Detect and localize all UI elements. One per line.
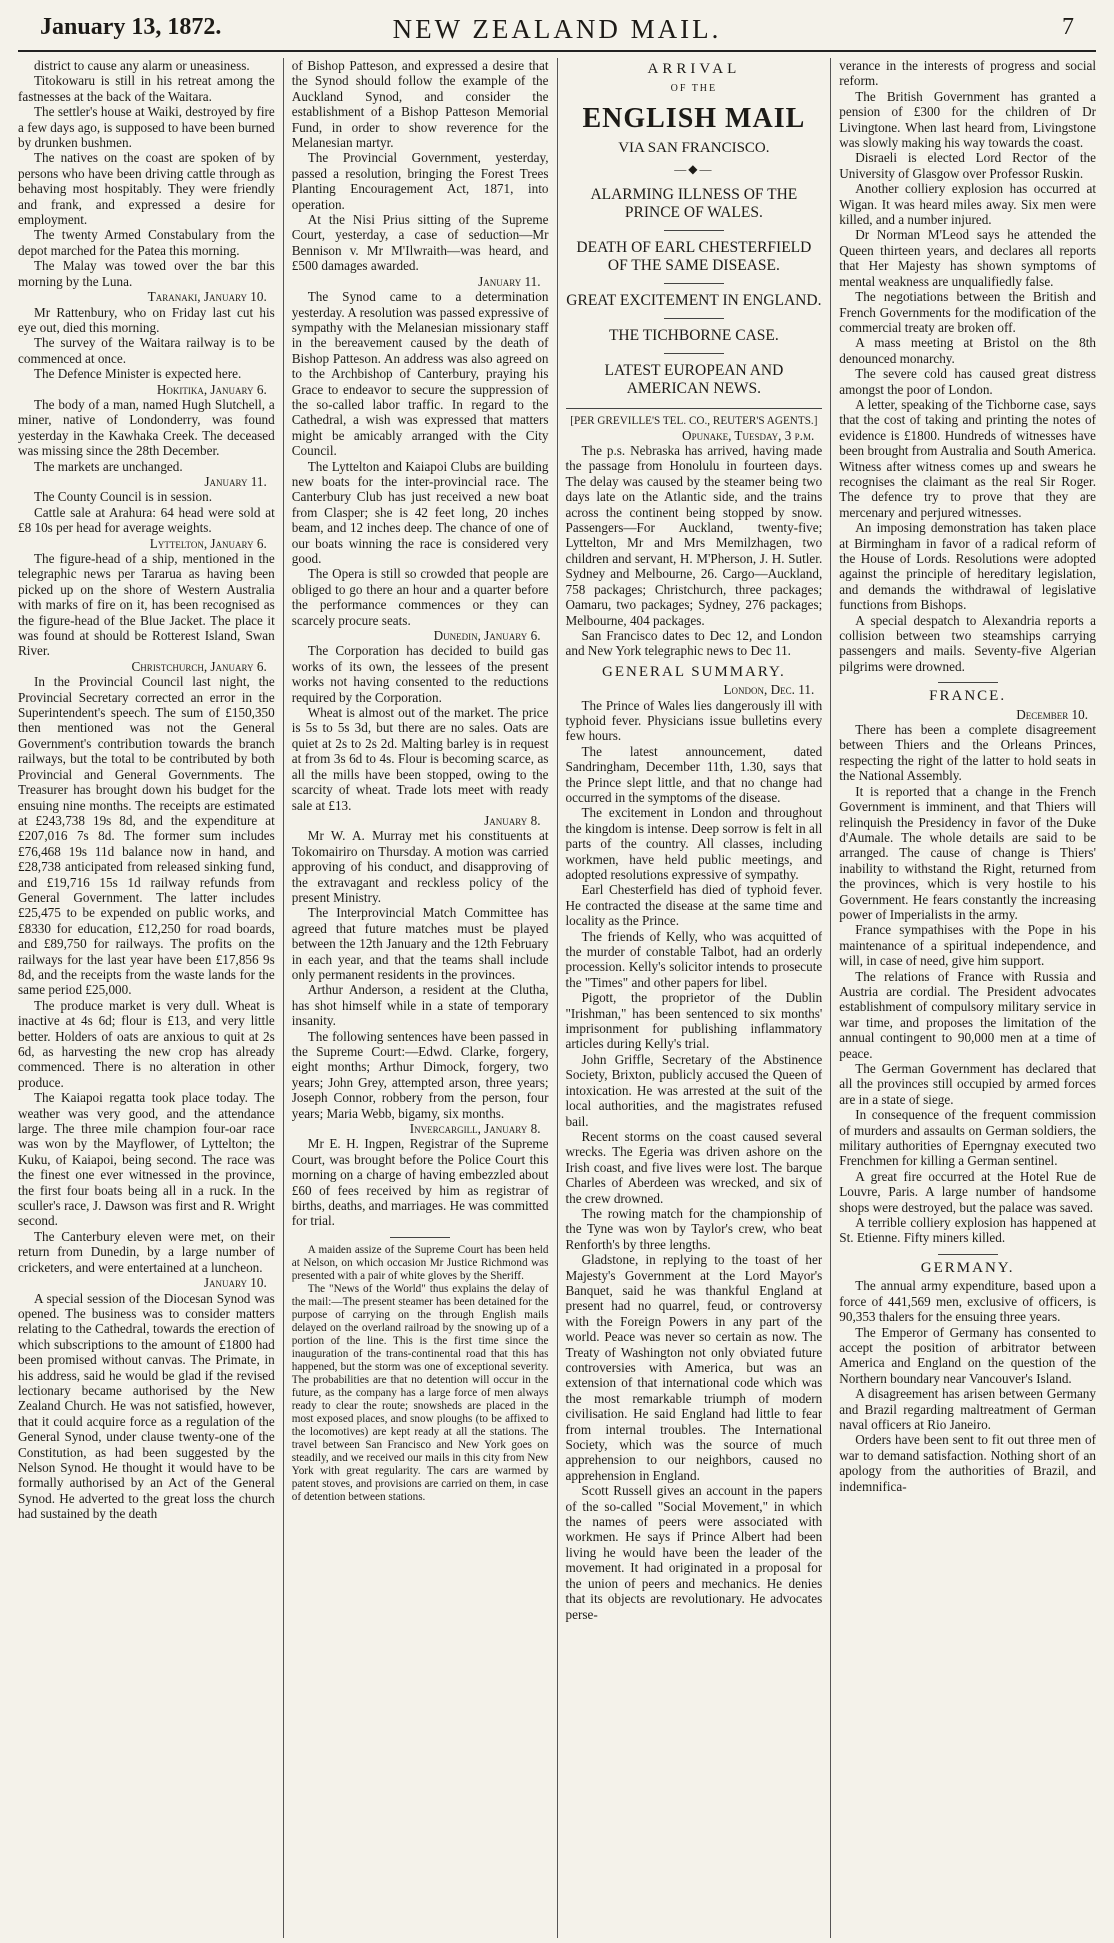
dateline: December 10.	[1016, 706, 1088, 722]
article-paragraph: Earl Chesterfield has died of typhoid fever. He contracted the disease at the same time and locality as the Prince.	[565, 882, 823, 929]
headline-divider	[664, 230, 724, 231]
article-paragraph: France sympathises with the Pope in his maintenance of a spiritual independence, and will, in case of need, give him support.	[839, 922, 1096, 969]
section-heading: FRANCE.	[929, 688, 1007, 705]
agency-credit: [PER GREVILLE'S TEL. CO., REUTER'S AGENTS.]	[570, 414, 818, 427]
dateline: Taranaki, January 10.	[147, 289, 267, 305]
divider	[566, 408, 823, 409]
article-paragraph: A letter, speaking of the Tichborne case, says that the cost of taking and printing the notes of evidence is £1800. Hundreds of witnesses have been brought from Australia and South America. Witness after witness comes up and swears he recognises the claimant as the real Sir Roger. The defence try to prove that they are mercenary and perjured witnesses.	[839, 396, 1096, 520]
article-paragraph: The Defence Minister is expected here.	[34, 366, 242, 382]
article-paragraph: The twenty Armed Constabulary from the depot marched for the Patea this morning.	[18, 227, 275, 258]
heading-via: VIA SAN FRANCISCO.	[618, 139, 770, 156]
heading-arrival: ARRIVAL	[647, 61, 741, 77]
article-paragraph: The Lyttelton and Kaiapoi Clubs are building new boats for the inter-provincial race. The Canterbury Club has just received a new boat from Clasper; she is 42 feet long, 20 inches beam, and 12 inches deep. The chance of one of our boats winning the race is considered very good.	[291, 458, 549, 566]
article-paragraph: The Corporation has decided to build gas works of its own, the lessees of the present works not having consented to the reductions required by the Corporation.	[291, 643, 549, 705]
section-heading: GERMANY.	[920, 1259, 1015, 1276]
article-paragraph: The Interprovincial Match Committee has agreed that future matches must be played between the 12th January and the 12th February in each year, and that the teams shall include only permanent residents in the provinces.	[291, 905, 549, 982]
section-heading: GENERAL SUMMARY.	[602, 663, 786, 680]
article-paragraph: Orders have been sent to fit out three men of war to demand satisfaction. Nothing short of an apology from the authorities of Brazil, and indemnifica-	[839, 1432, 1096, 1494]
article-paragraph: Scott Russell gives an account in the papers of the so-called "Social Movement," in which the names of peers were associated with workmen. He says if Prince Albert had been living he would have been the leader of the movement. It had originated in a proposal for the union of peers and mechanics. He denies that its objects are revolutionary. He advocates perse-	[565, 1483, 823, 1622]
article-paragraph: The County Council is in session.	[34, 489, 213, 505]
dateline: January 11.	[478, 273, 541, 289]
article-paragraph: Gladstone, in replying to the toast of her Majesty's Government at the Lord Mayor's Banquet, said he was thankful England at present had no quarrel, feud, or controversy with the Foreign Powers in any part of the world. Peace was never so certain as now. The Treaty of Washington not only obviated future controversies with America, but was an extension of that international code which was the most remarkable triumph of modern civilisation. He said England had little to fear from internal troubles. The International Society, which was the source of much apprehension to our neighbors, caused no apprehension in England.	[565, 1252, 823, 1483]
dateline: Christchurch, January 6.	[131, 658, 267, 674]
article-paragraph: The excitement in London and throughout the kingdom is intense. Deep sorrow is felt in all parts of the country. All classes, including workmen, have held public meetings, and adopted resolutions expressive of sympathy.	[565, 805, 823, 882]
article-paragraph: The p.s. Nebraska has arrived, having made the passage from Honolulu in fourteen days. The delay was caused by the steamer being two days late on the Atlantic side, and the trains across the continent being stopped by snow. Passengers—For Auckland, twenty-five; Lyttelton, Mr and Mrs Memilzhagen, two children and servant, H. M'Pherson, J. H. Sutler. Sydney and Melbourne, 26. Cargo—Auckland, 758 packages; Christchurch, three packages; Oamaru, two packages; Sydney, 276 packages; Melbourne, 404 packages.	[565, 443, 823, 628]
headline: LATEST EUROPEAN AND AMERICAN NEWS.	[604, 361, 784, 397]
headline-divider	[664, 353, 724, 354]
article-paragraph: verance in the interests of progress and social reform.	[839, 58, 1096, 89]
issue-date: January 13, 1872.	[40, 14, 222, 40]
column-2	[283, 58, 549, 1938]
article-paragraph: district to cause any alarm or uneasiness.	[34, 58, 250, 73]
dateline: January 8.	[484, 812, 541, 828]
article-paragraph: Disraeli is elected Lord Rector of the University of Glasgow over Professor Ruskin.	[839, 150, 1096, 181]
headline-stack	[566, 186, 823, 398]
article-paragraph: A mass meeting at Bristol on the 8th denounced monarchy.	[839, 335, 1096, 366]
article-paragraph: The Opera is still so crowded that people are obliged to go there an hour and a quarter before the performance commences or they can scarcely procure seats.	[291, 566, 549, 628]
article-paragraph: Pigott, the proprietor of the Dublin "Irishman," has been sentenced to six months' imprisonment for publishing inflammatory articles during Kelly's trial.	[565, 990, 823, 1052]
heading-of-the: OF THE	[670, 83, 718, 95]
dateline: London, Dec. 11.	[723, 682, 815, 698]
headline: DEATH OF EARL CHESTERFIELD OF THE SAME DISEASE.	[576, 238, 812, 274]
section-divider	[390, 1237, 450, 1238]
article-paragraph: In the Provincial Council last night, the Provincial Secretary corrected an error in the Superintendent's speech. The sum of £150,350 then mentioned was not the General Government's contribution towards the branch railways, but the total to be contributed by both Provincial and General Governments. The Treasurer has brought down his budget for the ensuing nine months. The receipts are estimated at £243,738 19s 8d, and the expenditure at £207,016 7s 8d. The former sum includes £76,468 19s 11d balance now in hand, and £28,738 anticipated from released sinking fund, and £19,716 15s 1d railway refunds from General Government. The latter includes £25,475 to be expended on public works, and £8330 for education, £12,250 for road boards, and £89,750 for railways. The profits on the railways for the last year have been £17,856 9s 8d, and the receipts from the waste lands for the same period £25,000.	[18, 674, 275, 998]
column-3	[557, 58, 823, 1938]
article-paragraph: It is reported that a change in the French Government is imminent, and that Thiers will relinquish the Presidency in favor of the Duke d'Aumale. The whole details are said to be arranged. The cause of change is Thiers' inability to withstand the Right, returned from the provinces, which is very hostile to his Government. He fears constantly the increasing power of Imperialists in the army.	[839, 783, 1096, 922]
page-number: 7	[1062, 14, 1074, 40]
article-paragraph: John Griffle, Secretary of the Abstinence Society, Brixton, publicly accused the Queen of intoxication. He was arrested at the suit of the local authorities, and the magistrates refused bail.	[565, 1051, 823, 1129]
article-paragraph: San Francisco dates to Dec 12, and London and New York telegraphic news to Dec 11.	[565, 627, 823, 659]
article-paragraph: Titokowaru is still in his retreat among the fastnesses at the back of the Waitara.	[18, 73, 275, 104]
article-paragraph: The rowing match for the championship of the Tyne was won by Taylor's crew, who beat Renforth's by three lengths.	[565, 1205, 823, 1252]
article-paragraph: A great fire occurred at the Hotel Rue de Louvre, Paris. A large number of handsome shops were destroyed, but the palace was saved.	[839, 1168, 1096, 1215]
article-paragraph: The Provincial Government, yesterday, passed a resolution, bringing the Forest Trees Planting Encouragement Act, 1871, into operation.	[291, 150, 549, 212]
article-paragraph: The Malay was towed over the bar this morning by the Luna.	[18, 258, 275, 289]
article-paragraph: In consequence of the frequent commission of murders and assaults on German soldiers, the military authorities of Eperngnay executed two Frenchmen for killing a German sentinel.	[839, 1107, 1096, 1169]
article-paragraph: A special session of the Diocesan Synod was opened. The business was to consider matters relating to the Cathedral, towards the erection of which subscriptions to the amount of £1800 had been promised without canvas. The Primate, in his address, said he would be glad if the revised lectionary became authorised by the New Zealand Church. He was not satisfied, however, that it could acquire force as a regulation of the General Synod, under clause twenty-one of the Constitution, as had been suggested by the Nelson Synod. He thought it would have to be formally authorised by an Act of the General Synod. He adverted to the great loss the church had sustained by the death	[18, 1290, 275, 1522]
article-paragraph: The British Government has granted a pension of £300 for the children of Dr Livingtone. When last heard from, Livingstone was slowly making his way towards the coast.	[839, 88, 1096, 151]
columns	[18, 58, 1096, 1938]
article-paragraph: The relations of France with Russia and Austria are cordial. The President advocates establishment of compulsory military service in war time, and proposes the limitation of the annual contingent to 90,000 men at a time of peace.	[839, 968, 1096, 1061]
dateline: Invercargill, January 8.	[409, 1121, 541, 1137]
dateline: Opunake, Tuesday, 3 p.m.	[682, 427, 815, 443]
article-paragraph: An imposing demonstration has taken place at Birmingham in favor of a radical reform of the House of Lords. Resolutions were adopted against the principle of hereditary legislation, and demands the withdrawal of legislative functions from Bishops.	[839, 520, 1096, 613]
headline: THE TICHBORNE CASE.	[608, 326, 779, 344]
article-paragraph: The latest announcement, dated Sandringham, December 11th, 1.30, says that the Prince slept little, and that no change had occurred in the symptoms of the disease.	[565, 743, 823, 805]
article-paragraph: The severe cold has caused great distress amongst the poor of London.	[839, 366, 1096, 397]
ornament-divider: —◆—	[674, 162, 714, 177]
article-paragraph: The negotiations between the British and French Governments for the modification of the commercial treaty are broken off.	[839, 289, 1096, 335]
article-paragraph: Wheat is almost out of the market. The price is 5s to 5s 3d, but there are no sales. Oats are quiet at 2s to 2s 2d. Malting barley is in request at from 3s 6d to 4s. Flour is becoming scarce, as all the mills have been stopped, owing to the scarcity of wheat. Trade lots meet with ready sale at £13.	[291, 705, 549, 813]
column-1	[18, 58, 275, 1938]
article-paragraph: At the Nisi Prius sitting of the Supreme Court, yesterday, a case of seduction—Mr Bennison v. Mr M'Ilwraith—was heard, and £500 damages awarded.	[291, 212, 549, 274]
article-paragraph: The body of a man, named Hugh Slutchell, a miner, native of Londonderry, was found yesterday in the Kawhaka Creek. The deceased was missing since the 28th December.	[18, 396, 275, 459]
article-paragraph: The Emperor of Germany has consented to accept the position of arbitrator between America and England on the question of the Northern boundary near Vancouver's Island.	[839, 1324, 1096, 1386]
article-paragraph: The produce market is very dull. Wheat is inactive at 4s 6d; flour is £13, and very little better. Holders of oats are anxious to quit at 2s 6d, as harvesting the new crop has already commenced. There is no alteration in other produce.	[18, 997, 275, 1090]
article-paragraph: The Prince of Wales lies dangerously ill with typhoid fever. Physicians issue bulletins every few hours.	[565, 697, 823, 744]
article-paragraph: The annual army expenditure, based upon a force of 441,569 men, exclusive of officers, is 90,353 thalers for the ensuing three years.	[839, 1278, 1096, 1325]
section-divider	[938, 1254, 998, 1255]
article-paragraph: Another colliery explosion has occurred at Wigan. It was heard miles away. Six men were killed, and a number injured.	[839, 181, 1096, 228]
heading-english-mail: ENGLISH MAIL	[582, 102, 806, 134]
article-paragraph: Mr W. A. Murray met his constituents at Tokomairiro on Thursday. A motion was carried approving of his conduct, and disapproving of the extravagant and reckless policy of the present Ministry.	[291, 828, 549, 905]
dateline: Dunedin, January 6.	[433, 628, 541, 644]
article-paragraph: Dr Norman M'Leod says he attended the Queen thirteen years, and declares all reports that Her Majesty has shown symptoms of mental weakness are unqualifiedly false.	[839, 227, 1096, 289]
masthead	[18, 10, 1096, 52]
article-paragraph: The following sentences have been passed in the Supreme Court:—Edwd. Clarke, forgery, eight months; Arthur Dimock, forgery, two years; John Grey, attempted arson, three years; Joseph Connor, robbery from the person, four years; Maria Webb, bigamy, six months.	[291, 1028, 549, 1121]
article-paragraph: Mr Rattenbury, who on Friday last cut his eye out, died this morning.	[18, 304, 275, 335]
article-paragraph: The figure-head of a ship, mentioned in the telegraphic news per Tararua as having been picked up on the shore of Western Australia with marks of fire on it, has been recognised as the figure-head of the Blue Jacket. The place it was found at should be Rotterest Island, Swan River.	[18, 551, 275, 659]
article-paragraph: There has been a complete disagreement between Thiers and the Orleans Princes, respecting the right of the latter to hold seats in the National Assembly.	[839, 722, 1096, 784]
dateline: Hokitika, January 6.	[156, 381, 267, 397]
article-paragraph: The natives on the coast are spoken of by persons who have been driving cattle through as behaving most hospitably. They were friendly and frank, and expressed a desire for employment.	[18, 150, 275, 228]
headline: ALARMING ILLNESS OF THE PRINCE OF WALES.	[590, 185, 798, 221]
article-paragraph: Recent storms on the coast caused several wrecks. The Egeria was driven ashore on the Irish coast, and five lives were lost. The barque Charles of Aberdeen was wrecked, and six of the crew drowned.	[565, 1128, 823, 1206]
dateline: Lyttelton, January 6.	[149, 535, 267, 551]
column-3-body	[566, 443, 823, 1622]
newspaper-title: NEW ZEALAND MAIL.	[392, 14, 722, 44]
dateline: January 10.	[203, 1275, 267, 1291]
article-paragraph: A disagreement has arisen between Germany and Brazil regarding maltreatment of German naval officers at Rio Janeiro.	[839, 1386, 1096, 1432]
article-paragraph: The German Government has declared that all the provinces still occupied by armed forces are in a state of siege.	[839, 1061, 1096, 1107]
column-4	[830, 58, 1096, 1938]
headline: GREAT EXCITEMENT IN ENGLAND.	[566, 291, 822, 309]
article-paragraph: Mr E. H. Ingpen, Registrar of the Supreme Court, was brought before the Police Court this morning on a charge of having embezzled about £60 of fees received by him as registrar of births, deaths, and marriages. He was committed for trial.	[291, 1136, 549, 1229]
section-divider	[938, 682, 998, 683]
article-paragraph: Cattle sale at Arahura: 64 head were sold at £8 10s per head for average weights.	[18, 504, 275, 536]
article-paragraph: The survey of the Waitara railway is to be commenced at once.	[18, 335, 275, 366]
headline-divider	[664, 318, 724, 319]
article-paragraph: A special despatch to Alexandria reports a collision between two steamships carrying passengers and mails. Seventy-five Algerian pilgrims were drowned.	[839, 612, 1096, 674]
article-paragraph: Arthur Anderson, a resident at the Clutha, has shot himself while in a state of temporary insanity.	[291, 982, 549, 1029]
article-paragraph: The friends of Kelly, who was acquitted of the murder of constable Talbot, had an orderly procession. Kelly's solicitor intends to prosecute the "Times" and other papers for libel.	[565, 928, 823, 990]
article-paragraph: The Synod came to a determination yesterday. A resolution was passed expressive of sympathy with the Melanesian missionary staff in the bereavement caused by the death of Bishop Patteson. An address was also agreed on to the Archbishop of Canterbury, praying his Grace to endeavor to secure the suppression of the so-called labor traffic. In regard to the Cathedral, a wish was expressed that matters might be amicably arranged with the City Council.	[291, 289, 549, 459]
dateline: January 11.	[204, 473, 267, 489]
article-paragraph: A terrible colliery explosion has happened at St. Etienne. Fifty miners killed.	[839, 1215, 1096, 1246]
article-paragraph: The Canterbury eleven were met, on their return from Dunedin, by a large number of cricketers, and were entertained at a luncheon.	[18, 1228, 275, 1275]
article-paragraph: The markets are unchanged.	[34, 458, 183, 474]
article-paragraph: A maiden assize of the Supreme Court has been held at Nelson, on which occasion Mr Justice Richmond was presented with a pair of white gloves by the Sheriff.	[291, 1243, 549, 1282]
article-paragraph: The Kaiapoi regatta took place today. The weather was very good, and the attendance large. The three mile champion four-oar race was won by the Mayflower, of Lyttelton; the Kuku, of Kaiapoi, being second. The race was the finest one ever witnessed in the province, the first four boats being all in a ruck. In the sculler's race, J. Dawson was first and R. Wright second.	[18, 1090, 275, 1229]
article-paragraph: of Bishop Patteson, and expressed a desire that the Synod should follow the example of the Auckland Synod, and consider the establishment of a Bishop Patteson Memorial Fund, in order to show reverence for the Melanesian martyr.	[291, 58, 549, 151]
headline-divider	[664, 283, 724, 284]
article-paragraph: The "News of the World" thus explains the delay of the mail:—The present steamer has been detained for the purpose of carrying on the through English mails delayed on the overland railroad by the snowing up of a portion of the line. This is the first time since the inauguration of the trans-continental road that this has happened, but the storm was one of exceptional severity. The probabilities are that no detention will occur in the future, as the company has a large force of men always ready to clear the route; snowsheds are placed in the most exposed places, and snow ploughs (to be affixed to the locomotives) are kept ready at all the stations. The travel between San Francisco and New York goes on steadily, and we received our mails in this city from New York with great regularity. The cars are warmed by patent stoves, and provisions are carried on them, in case of detention between stations.	[291, 1282, 549, 1503]
article-paragraph: The settler's house at Waiki, destroyed by fire a few days ago, is supposed to have been burned by drunken bushmen.	[18, 104, 275, 151]
